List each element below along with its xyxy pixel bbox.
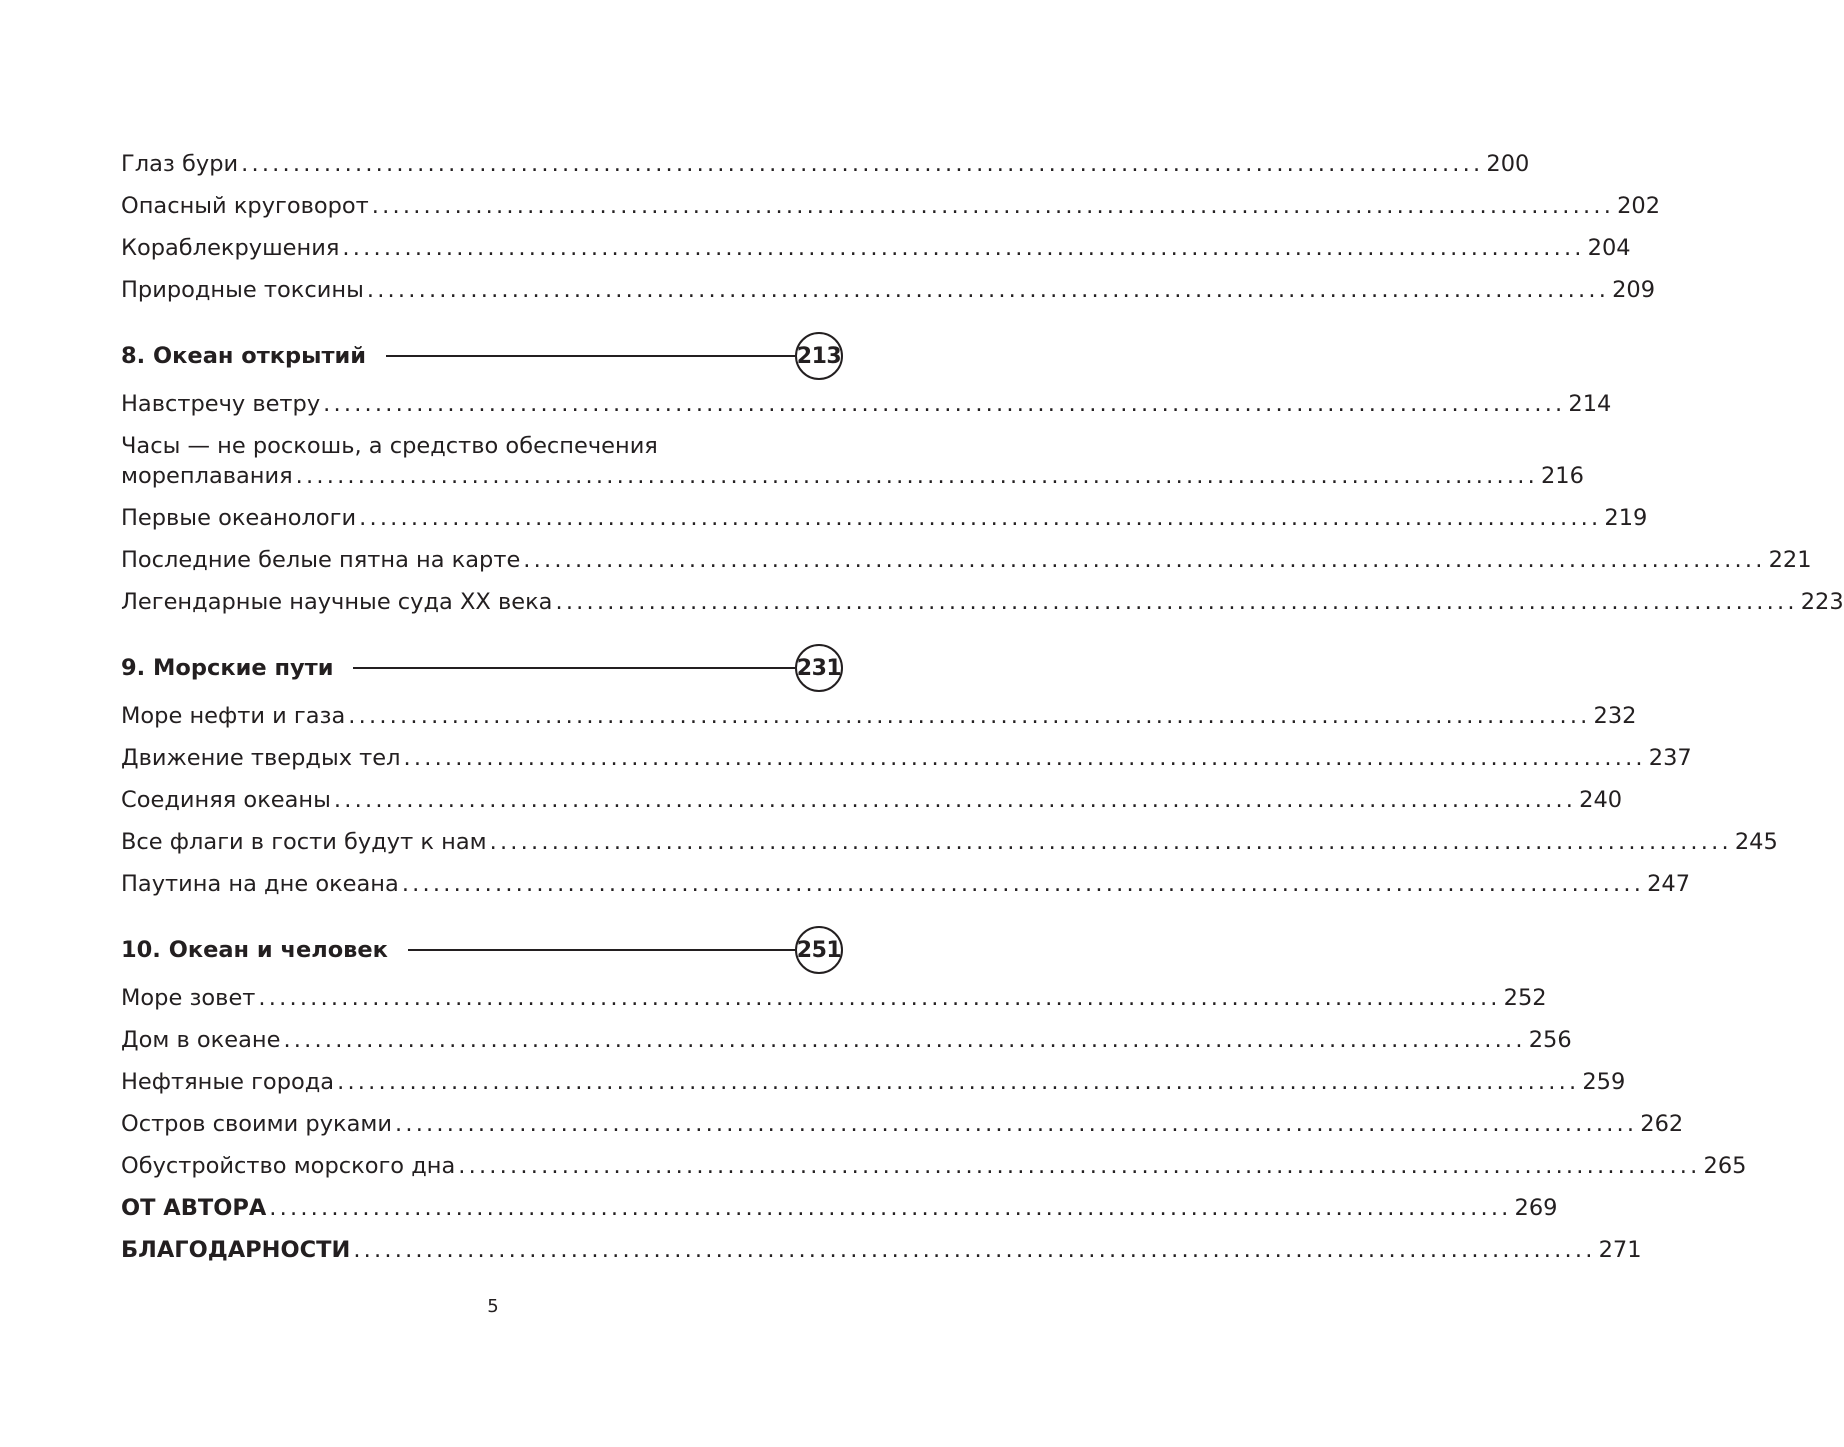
- entry-title: БЛАГОДАРНОСТИ: [121, 1237, 351, 1263]
- dot-leader: ........................................................................................................................: [489, 829, 1732, 855]
- dot-leader: ........................................................................................................................: [333, 787, 1577, 813]
- dot-leader: ........................................................................................................................: [353, 1237, 1596, 1263]
- entry-title: Легендарные научные суда XX века: [121, 589, 553, 615]
- toc-entry[interactable]: [121, 581, 1844, 623]
- entry-page: 269: [1514, 1195, 1558, 1221]
- entry-page: 200: [1486, 151, 1530, 177]
- entry-title: Природные токсины: [121, 277, 364, 303]
- chapter-heading-8[interactable]: [121, 323, 842, 389]
- dot-leader: ........................................................................................................................: [323, 391, 1566, 417]
- chapter-heading-10[interactable]: [121, 917, 842, 983]
- chapter-rule: [386, 355, 795, 357]
- toc-entry[interactable]: [121, 695, 1637, 737]
- dot-leader: ........................................................................................................................: [401, 871, 1645, 897]
- dot-leader: ........................................................................................................................: [371, 193, 1615, 219]
- chapter-page-circle: 213: [795, 332, 843, 380]
- dot-leader: ........................................................................................................................: [295, 463, 1538, 489]
- dot-leader: ........................................................................................................................: [403, 745, 1646, 771]
- dot-leader: ........................................................................................................................: [555, 589, 1798, 615]
- entry-page: 223: [1800, 589, 1844, 615]
- entry-title-line1: Часы — не роскошь, а средство обеспечения: [121, 433, 658, 459]
- entry-title: Остров своими руками: [121, 1111, 392, 1137]
- entry-page: 214: [1568, 391, 1612, 417]
- entry-page: 216: [1540, 463, 1584, 489]
- dot-leader: ........................................................................................................................: [283, 1027, 1526, 1053]
- toc-entry[interactable]: [121, 863, 1691, 905]
- entry-page: 209: [1612, 277, 1656, 303]
- entry-title: Опасный круговорот: [121, 193, 369, 219]
- dot-leader: ........................................................................................................................: [342, 235, 1585, 261]
- chapter-rule: [353, 667, 795, 669]
- toc-entry-acknowledgements[interactable]: [121, 1229, 1642, 1271]
- entry-title: Первые океанологи: [121, 505, 357, 531]
- entry-page: 245: [1734, 829, 1778, 855]
- dot-leader: ........................................................................................................................: [348, 703, 1591, 729]
- toc-entry[interactable]: [121, 1145, 1747, 1187]
- entry-title: Движение твердых тел: [121, 745, 401, 771]
- toc-entry[interactable]: [121, 425, 1584, 497]
- entry-page: 259: [1582, 1069, 1626, 1095]
- dot-leader: ........................................................................................................................: [269, 1195, 1512, 1221]
- dot-leader: ........................................................................................................................: [458, 1153, 1701, 1179]
- entry-page: 204: [1587, 235, 1631, 261]
- entry-page: 256: [1528, 1027, 1572, 1053]
- entry-title: ОТ АВТОРА: [121, 1195, 267, 1221]
- chapter-title: 9. Морские пути: [121, 655, 334, 681]
- entry-page: 265: [1703, 1153, 1747, 1179]
- entry-title: Все флаги в гости будут к нам: [121, 829, 487, 855]
- entry-page: 232: [1593, 703, 1637, 729]
- chapter-page-circle: 251: [795, 926, 843, 974]
- toc-entry[interactable]: [121, 227, 1631, 269]
- toc-entry[interactable]: [121, 1019, 1572, 1061]
- entry-page: 240: [1579, 787, 1623, 813]
- chapter-title: 8. Океан открытий: [121, 343, 367, 369]
- toc-entry[interactable]: [121, 383, 1612, 425]
- entry-page: 247: [1647, 871, 1691, 897]
- entry-page: 219: [1604, 505, 1648, 531]
- dot-leader: ........................................................................................................................: [395, 1111, 1638, 1137]
- toc-entry[interactable]: [121, 821, 1778, 863]
- entry-page: 262: [1640, 1111, 1684, 1137]
- chapter-title: 10. Океан и человек: [121, 937, 388, 963]
- entry-page: 221: [1768, 547, 1812, 573]
- toc-entry[interactable]: [121, 1103, 1684, 1145]
- toc-entry[interactable]: [121, 1061, 1626, 1103]
- entry-page: 202: [1617, 193, 1661, 219]
- chapter-page-circle: 231: [795, 644, 843, 692]
- dot-leader: ........................................................................................................................: [241, 151, 1484, 177]
- dot-leader: ........................................................................................................................: [366, 277, 1610, 303]
- dot-leader: ........................................................................................................................: [258, 985, 1501, 1011]
- entry-page: 271: [1598, 1237, 1642, 1263]
- entry-title-line2: [121, 461, 1584, 491]
- toc-entry[interactable]: [121, 143, 1530, 185]
- entry-title: Море нефти и газа: [121, 703, 346, 729]
- entry-title: Обустройство морского дна: [121, 1153, 456, 1179]
- dot-leader: ........................................................................................................................: [523, 547, 1766, 573]
- entry-page: 237: [1648, 745, 1692, 771]
- dot-leader: ........................................................................................................................: [359, 505, 1602, 531]
- entry-title: Последние белые пятна на карте: [121, 547, 521, 573]
- toc-entry[interactable]: [121, 269, 1656, 311]
- entry-title: Глаз бури: [121, 151, 239, 177]
- entry-title: Нефтяные города: [121, 1069, 335, 1095]
- entry-title: мореплавания: [121, 463, 293, 489]
- entry-title: Море зовет: [121, 985, 256, 1011]
- entry-title: Паутина на дне океана: [121, 871, 399, 897]
- chapter-heading-9[interactable]: [121, 635, 842, 701]
- entry-title: Навстречу ветру: [121, 391, 321, 417]
- toc-entry[interactable]: [121, 497, 1648, 539]
- page-number: 5: [487, 1296, 499, 1317]
- table-of-contents: [121, 143, 1844, 1271]
- toc-entry-author-note[interactable]: [121, 1187, 1558, 1229]
- toc-entry[interactable]: [121, 539, 1812, 581]
- entry-page: 252: [1503, 985, 1547, 1011]
- toc-entry[interactable]: [121, 185, 1661, 227]
- chapter-rule: [408, 949, 795, 951]
- toc-entry[interactable]: [121, 977, 1547, 1019]
- toc-entry[interactable]: [121, 779, 1623, 821]
- dot-leader: ........................................................................................................................: [337, 1069, 1580, 1095]
- entry-title: Соединяя океаны: [121, 787, 331, 813]
- entry-title: Кораблекрушения: [121, 235, 340, 261]
- entry-title: Дом в океане: [121, 1027, 281, 1053]
- toc-entry[interactable]: [121, 737, 1692, 779]
